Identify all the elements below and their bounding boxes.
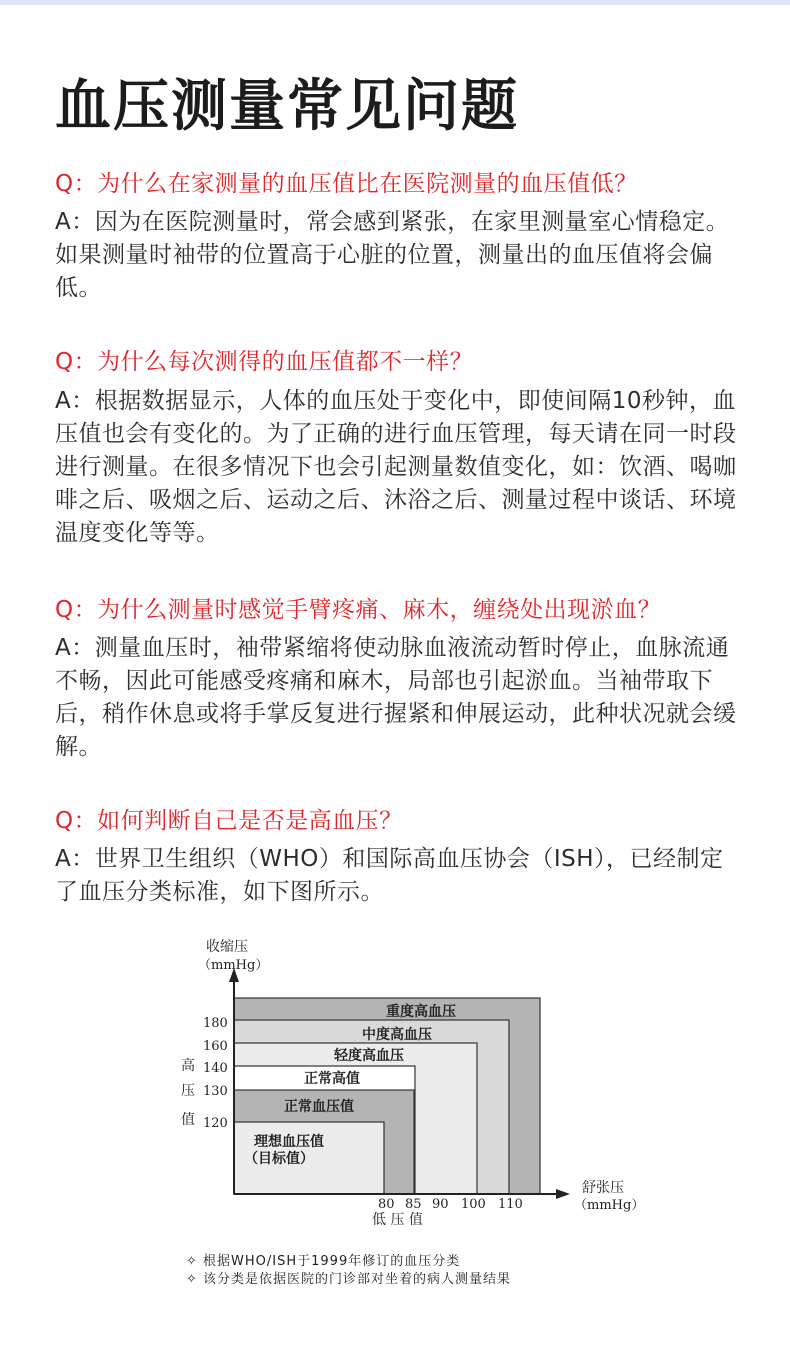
- faq-question-3: Q：为什么测量时感觉手臂疼痛、麻木，缠绕处出现淤血？: [55, 597, 662, 623]
- chart-note-2: ✧ 该分类是依据医院的门诊部对坐着的病人测量结果: [186, 1272, 512, 1287]
- x-tick-100: 100: [461, 1197, 486, 1212]
- zone-label-mild: 轻度高血压: [334, 1048, 404, 1064]
- bottom-label: 低 压 值: [372, 1212, 423, 1228]
- y-tick-120: 120: [203, 1116, 228, 1131]
- zone-label-normal: 正常血压值: [284, 1099, 354, 1115]
- faq-question-1: Q：为什么在家测量的血压值比在医院测量的血压值低？: [55, 171, 638, 197]
- y-tick-130: 130: [203, 1084, 228, 1099]
- y-axis-unit: （mmHg）: [198, 958, 269, 973]
- x-tick-90: 90: [432, 1197, 449, 1212]
- zone-label-severe: 重度高血压: [386, 1004, 456, 1020]
- chart-note-1: ✧ 根据WHO/ISH于1999年修订的血压分类: [186, 1254, 461, 1269]
- side-label-2: 压: [181, 1083, 195, 1099]
- x-tick-110: 110: [498, 1197, 523, 1212]
- x-tick-80: 80: [378, 1197, 395, 1212]
- y-tick-180: 180: [203, 1016, 228, 1031]
- faq-answer-4: A：世界卫生组织（WHO）和国际高血压协会（ISH），已经制定了血压分类标准，如下图所示。: [55, 846, 724, 905]
- x-tick-85: 85: [405, 1197, 422, 1212]
- faq-answer-3: A：测量血压时，袖带紧缩将使动脉血液流动暂时停止，血脉流通不畅，因此可能感受疼痛和麻木，局部也引起淤血。当袖带取下后，稍作休息或将手掌反复进行握紧和伸展运动，此种状况就会缓解。: [55, 635, 737, 760]
- zone-label-high-normal: 正常高值: [304, 1071, 360, 1087]
- faq-answer-1: A：因为在医院测量时，常会感到紧张，在家里测量室心情稳定。如果测量时袖带的位置高于心脏的位置，测量出的血压值将会偏低。: [55, 209, 730, 301]
- faq-question-4: Q：如何判断自己是否是高血压？: [55, 808, 403, 834]
- faq-question-2: Q：为什么每次测得的血压值都不一样？: [55, 349, 474, 375]
- y-tick-160: 160: [203, 1039, 228, 1054]
- zone-label-optimal-sub: （目标值）: [244, 1151, 314, 1167]
- x-axis-unit: （mmHg）: [574, 1198, 645, 1213]
- x-axis-label: 舒张压: [582, 1180, 624, 1196]
- side-label-1: 高: [181, 1058, 195, 1074]
- faq-answer-2: A：根据数据显示，人体的血压处于变化中，即使间隔10秒钟，血压值也会有变化的。为了正确的进行血压管理，每天请在同一时段进行测量。在很多情况下也会引起测量数值变化，如：饮酒、喝咖啡之后、吸烟之后、运动之后、沐浴之后、测量过程中谈话、环境温度变化等等。: [55, 388, 737, 546]
- page-title: 血压测量常见问题: [55, 74, 519, 139]
- zone-label-optimal: 理想血压值: [254, 1134, 324, 1150]
- x-axis-arrow: [556, 1189, 570, 1199]
- zone-label-moderate: 中度高血压: [362, 1027, 432, 1043]
- side-label-3: 值: [181, 1112, 195, 1128]
- y-tick-140: 140: [203, 1061, 228, 1076]
- y-axis-label: 收缩压: [206, 939, 248, 955]
